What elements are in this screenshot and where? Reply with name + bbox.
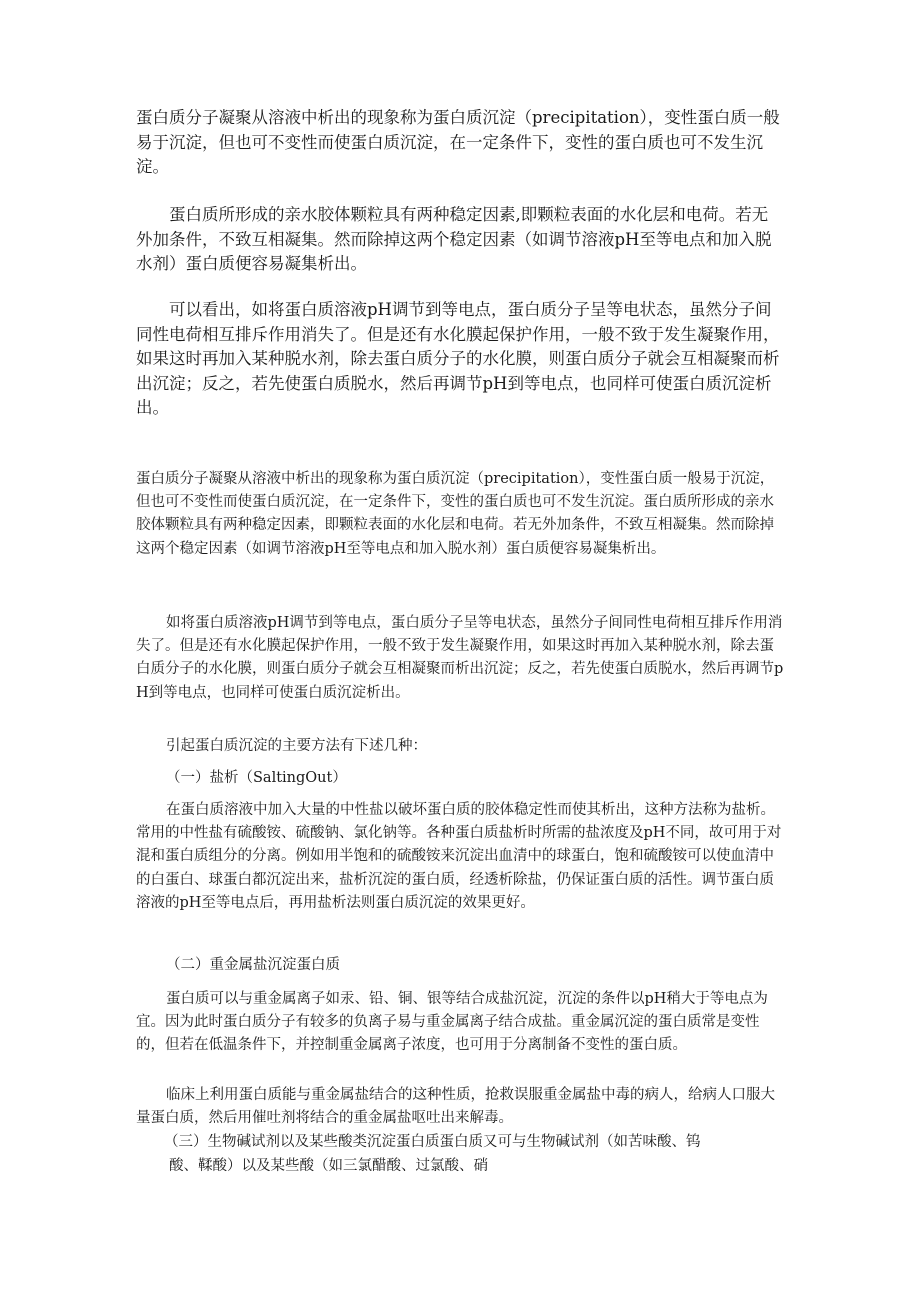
top-paragraph-1: 蛋白质分子凝聚从溶液中析出的现象称为蛋白质沉淀（precipitation），变性蛋白质一般易于沉淀，但也可不变性而使蛋白质沉淀，在一定条件下，变性的蛋白质也可不发生沉淀。: [136, 108, 780, 176]
section-heading-alkaloid: （三）生物碱试剂以及某些酸类沉淀蛋白质蛋白质又可与生物碱试剂（如苦味酸、钨: [164, 1134, 701, 1150]
bottom-paragraph-2: 如将蛋白质溶液pH调节到等电点，蛋白质分子呈等电状态，虽然分子间同性电荷相互排斥作用消失了。但是还有水化膜起保护作用，一般不致于发生凝聚作用，如果这时再加入某种脱水剂，除去蛋白质分子的水化膜，则蛋白质分子就会互相凝聚而析出沉淀；反之，若先使蛋白质脱水，然后再调节pH到等电点，也同样可使蛋白质沉淀析出。: [136, 615, 784, 701]
section-heading-salting-out: （一）盐析（SaltingOut）: [166, 770, 347, 786]
section-heading-alkaloid-continued: 酸、鞣酸）以及某些酸（如三氯醋酸、过氯酸、硝: [169, 1158, 488, 1174]
top-paragraph-2: 蛋白质所形成的亲水胶体颗粒具有两种稳定因素,即颗粒表面的水化层和电荷。若无外加条件，不致互相凝集。然而除掉这两个稳定因素（如调节溶液pH至等电点和加入脱水剂）蛋白质便容易凝集析出。: [136, 205, 772, 273]
clinical-paragraph: 临床上利用蛋白质能与重金属盐结合的这种性质，抢救误服重金属盐中毒的病人，给病人口服大量蛋白质，然后用催吐剂将结合的重金属盐呕吐出来解毒。: [136, 1087, 775, 1127]
section-heading-heavy-metal: （二）重金属盐沉淀蛋白质: [166, 957, 340, 973]
methods-intro: 引起蛋白质沉淀的主要方法有下述几种：: [166, 738, 427, 754]
bottom-paragraph-1: 蛋白质分子凝聚从溶液中析出的现象称为蛋白质沉淀（precipitation），变性蛋白质一般易于沉淀，但也可不变性而使蛋白质沉淀，在一定条件下，变性的蛋白质也可不发生沉淀。蛋白质所形成的亲水胶体颗粒具有两种稳定因素，即颗粒表面的水化层和电荷。若无外加条件，不致互相凝集。然而除掉这两个稳定因素（如调节溶液pH至等电点和加入脱水剂）蛋白质便容易凝集析出。: [136, 471, 775, 557]
salting-out-paragraph: 在蛋白质溶液中加入大量的中性盐以破坏蛋白质的胶体稳定性而使其析出，这种方法称为盐析。常用的中性盐有硫酸铵、硫酸钠、氯化钠等。各种蛋白质盐析时所需的盐浓度及pH不同，故可用于对混和蛋白质组分的分离。例如用半饱和的硫酸铵来沉淀出血清中的球蛋白，饱和硫酸铵可以使血清中的白蛋白、球蛋白都沉淀出来，盐析沉淀的蛋白质，经透析除盐，仍保证蛋白质的活性。调节蛋白质溶液的pH至等电点后，再用盐析法则蛋白质沉淀的效果更好。: [136, 802, 782, 911]
top-paragraph-3: 可以看出，如将蛋白质溶液pH调节到等电点，蛋白质分子呈等电状态，虽然分子间同性电荷相互排斥作用消失了。但是还有水化膜起保护作用，一般不致于发生凝聚作用，如果这时再加入某种脱水剂，除去蛋白质分子的水化膜，则蛋白质分子就会互相凝聚而析出沉淀；反之，若先使蛋白质脱水，然后再调节pH到等电点，也同样可使蛋白质沉淀析出。: [136, 300, 780, 417]
heavy-metal-paragraph: 蛋白质可以与重金属离子如汞、铅、铜、银等结合成盐沉淀，沉淀的条件以pH稍大于等电点为宜。因为此时蛋白质分子有较多的负离子易与重金属离子结合成盐。重金属沉淀的蛋白质常是变性的，但若在低温条件下，并控制重金属离子浓度，也可用于分离制备不变性的蛋白质。: [136, 991, 768, 1054]
